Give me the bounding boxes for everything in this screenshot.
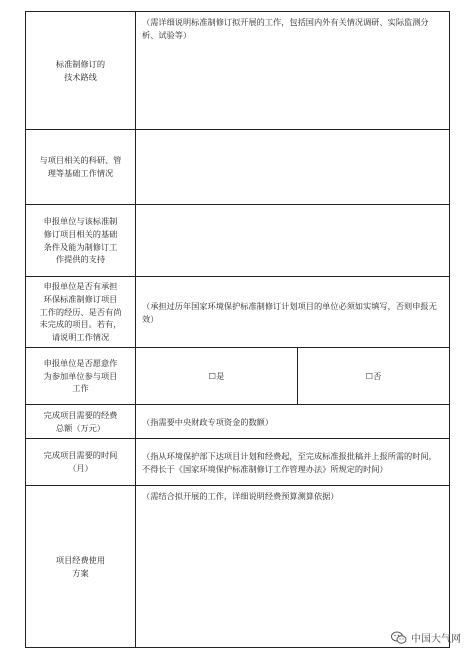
field-related-research[interactable] xyxy=(136,130,450,205)
application-form-table xyxy=(25,11,450,648)
field-hint: （承担过历年国家环境保护标准制修订计划项目的单位必须如实填写，否则申报无效） xyxy=(142,301,437,324)
field-hint: （指从环境保护部下达项目计划和经费起，至完成标准报批稿并上报所需的时间，不得长于《国家环境保护标准制修订工作管理办法》所规定的时间） xyxy=(142,451,437,474)
field-time-required[interactable] xyxy=(136,439,450,486)
field-history-undertaken[interactable] xyxy=(136,277,450,348)
label-line: 未完成的项目。若有， xyxy=(39,319,122,330)
label-technical-route xyxy=(26,12,136,130)
option-no-label: ☐否 xyxy=(365,370,382,381)
field-total-funding[interactable] xyxy=(136,405,450,439)
watermark-text: 中国大气网 xyxy=(411,634,461,645)
label-line: 申报单位与该标准制 xyxy=(43,216,118,227)
row-total-funding xyxy=(26,405,450,439)
watermark xyxy=(391,630,461,645)
option-yes-checkbox[interactable] xyxy=(136,348,298,405)
label-line: 完成项目需要的时间 xyxy=(43,450,118,461)
label-time-required xyxy=(26,439,136,486)
row-time-required xyxy=(26,439,450,486)
label-related-research xyxy=(26,130,136,205)
row-technical-route xyxy=(26,12,450,130)
label-funding-plan xyxy=(26,486,136,648)
label-line: 作提供的支持 xyxy=(55,254,106,265)
label-line: 总额（万元） xyxy=(55,422,106,433)
field-hint: （指需要中央财政专项资金的数额） xyxy=(142,417,274,428)
label-line: 标准制修订的 xyxy=(55,58,106,69)
label-line: 完成项目需要的经费 xyxy=(43,409,118,420)
label-line: 环保标准制修订项目 xyxy=(43,293,118,304)
field-hint: （需详细说明标准制修订拟开展的工作，包括国内外有关情况调研、实际监测分析、试验等） xyxy=(142,17,429,40)
label-line: 技术路线 xyxy=(64,71,97,82)
label-willing-participant xyxy=(26,348,136,405)
field-applicant-support[interactable] xyxy=(136,205,450,277)
row-funding-plan xyxy=(26,486,450,648)
option-no-checkbox[interactable] xyxy=(298,348,450,405)
label-line: 项目经费使用 xyxy=(55,554,106,565)
label-line: 与项目相关的科研、管 xyxy=(39,155,122,166)
wechat-icon xyxy=(391,631,407,645)
option-yes-label: ☐是 xyxy=(208,370,225,381)
field-funding-plan[interactable] xyxy=(136,486,450,648)
label-line: 工作的经历、是否有尚 xyxy=(39,306,122,317)
label-line: 条件及能为制修订工 xyxy=(43,241,118,252)
label-line: 理等基础工作情况 xyxy=(47,168,114,178)
label-line: （月） xyxy=(68,463,93,473)
label-line: 工作 xyxy=(72,383,89,394)
row-applicant-support xyxy=(26,205,450,277)
label-line: 为参加单位参与项目 xyxy=(43,370,118,381)
label-line: 修订项目相关的基础 xyxy=(43,228,118,239)
field-hint: （需结合拟开展的工作，详细说明经费预算测算依据） xyxy=(142,491,339,501)
row-related-research xyxy=(26,130,450,205)
field-technical-route[interactable] xyxy=(136,12,450,130)
row-willing-participant xyxy=(26,348,450,405)
row-history-undertaken xyxy=(26,277,450,348)
label-line: 方案 xyxy=(72,567,89,578)
label-total-funding xyxy=(26,405,136,439)
label-history-undertaken xyxy=(26,277,136,348)
label-line: 申报单位是否愿意作 xyxy=(43,357,118,368)
label-line: 申报单位是否有承担 xyxy=(43,281,118,292)
label-line: 请说明工作情况 xyxy=(51,332,110,343)
label-applicant-support xyxy=(26,205,136,277)
